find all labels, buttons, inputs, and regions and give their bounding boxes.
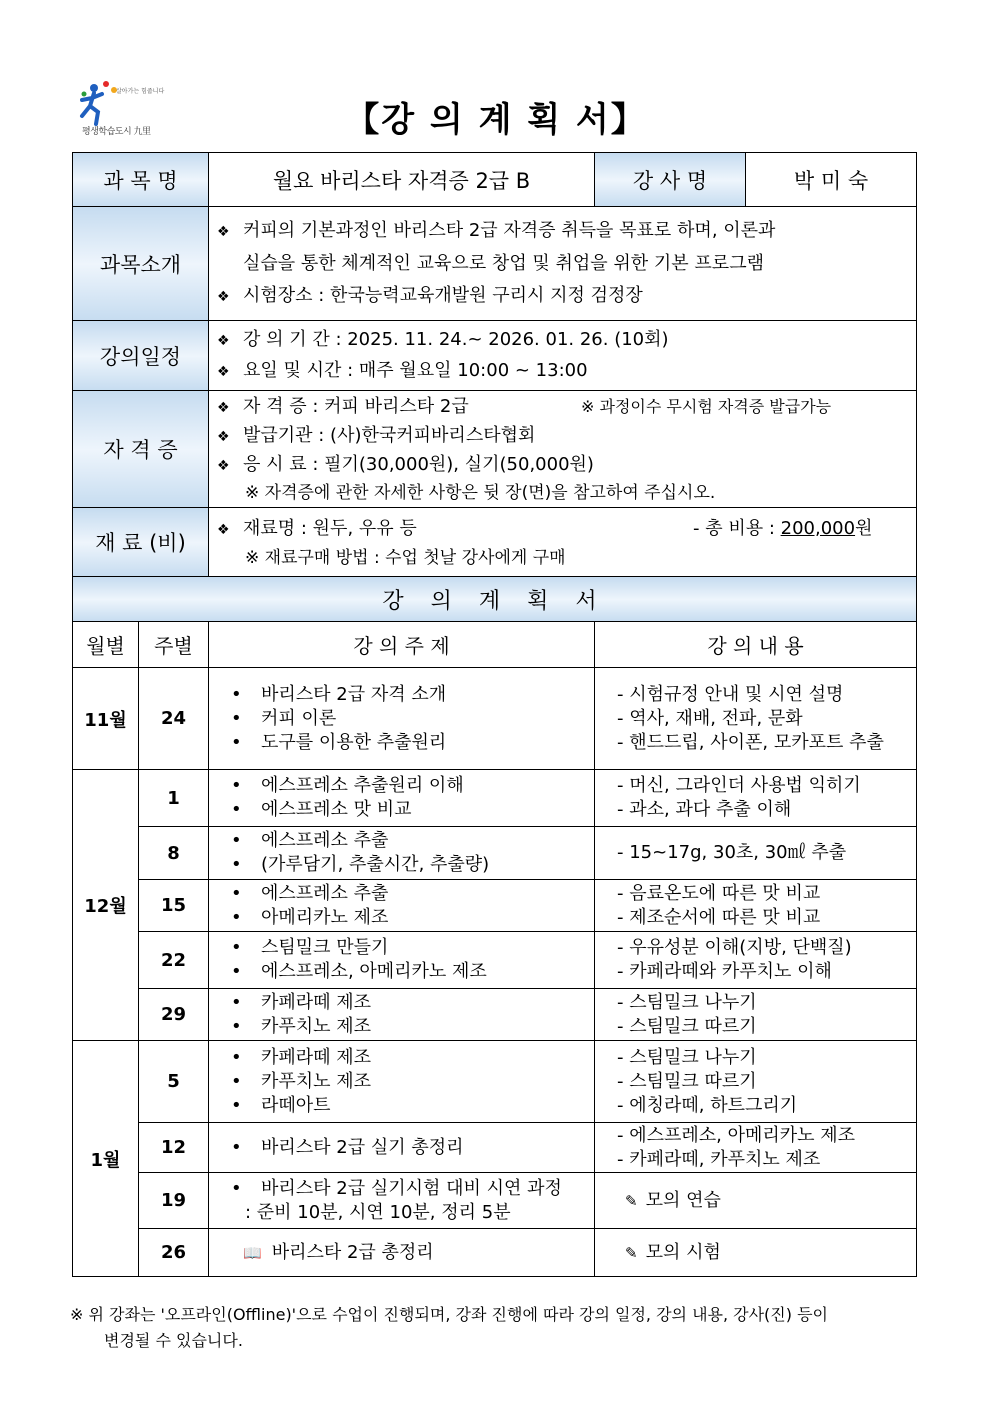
schedule-label: 강의일정 [73,321,209,391]
topic-item: • 에스프레소 맛 비교 [231,798,594,822]
topic-item: • 바리스타 2급 자격 소개 [231,683,594,707]
content-item: - 카페라떼와 카푸치노 이해 [617,961,832,982]
topic-cell [209,880,595,932]
content-cell [595,989,917,1041]
week-header: 주별 [139,622,209,668]
intro-row [73,207,917,321]
material-row [73,508,917,577]
footnote-line: ※ 위 강좌는 '오프라인(Offline)'으로 수업이 진행되며, 강좌 진행에 따라 강의 일정, 강의 내용, 강사(진) 등이 [70,1305,828,1324]
topic-item: : 준비 10분, 시연 10분, 정리 5분 [245,1201,511,1223]
material-content [209,508,917,577]
diamond-bullet-icon: ❖ [217,521,230,538]
topic-cell [209,770,595,827]
content-item: - 시험규정 안내 및 시연 설명 [617,683,844,705]
content-item: - 제조순서에 따른 맛 비교 [617,906,821,928]
schedule-line: 강 의 기 간 : 2025. 11. 24.~ 2026. 01. 26. (10회) [243,328,669,350]
month-cell: 12월 [73,770,139,1041]
topic-cell [209,827,595,880]
material-cost-suffix: 원 [855,517,873,539]
diamond-bullet-icon: ❖ [217,363,230,380]
schedule-line: 요일 및 시간 : 매주 월요일 10:00 ~ 13:00 [243,359,588,381]
footnote-line: 변경될 수 있습니다. [104,1331,243,1350]
content-cell [595,932,917,989]
topic-item: • (가루담기, 추출시간, 추출량) [231,853,594,877]
topic-cell [209,1041,595,1123]
book-icon: 📖 [243,1243,262,1262]
topic-item: • 에스프레소 추출원리 이해 [231,774,594,798]
cert-content [209,391,917,508]
intro-label: 과목소개 [73,207,209,321]
plan-title-row [73,577,917,622]
cert-line: 자 격 증 : 커피 바리스타 2급 [243,395,469,417]
intro-line: 시험장소 : 한국능력교육개발원 구리시 지정 검정장 [243,284,643,306]
material-line: 재료명 : 원두, 우유 등 [243,517,417,539]
topic-item: • 바리스타 2급 실기시험 대비 시연 과정 [231,1177,594,1201]
week-cell: 5 [139,1041,209,1123]
topic-item: • 카푸치노 제조 [231,1070,594,1094]
content-item: - 에칭라떼, 하트그리기 [617,1094,798,1116]
content-item: - 음료온도에 따른 맛 비교 [617,882,821,904]
content-item: - 머신, 그라인더 사용법 익히기 [617,775,861,796]
intro-line: 커피의 기본과정인 바리스타 2급 자격증 취득을 목표로 하며, 이론과 [243,219,776,241]
topic-item: • 커피 이론 [231,707,594,731]
content-cell [595,1123,917,1173]
pencil-icon: ✎ [625,1191,638,1210]
subject-value: 월요 바리스타 자격증 2급 B [209,153,595,207]
content-cell [595,827,917,880]
topic-cell [209,1173,595,1229]
topic-cell [209,668,595,770]
topic-item: • 카페라떼 제조 [231,1046,594,1070]
topic-item: 바리스타 2급 총정리 [271,1241,434,1263]
topic-item: • 에스프레소 추출 [231,882,594,906]
table-row [73,1123,917,1173]
table-row [73,932,917,989]
content-header: 강 의 내 용 [595,622,917,668]
month-header: 월별 [73,622,139,668]
week-cell: 15 [139,880,209,932]
content-item: - 카페라떼, 카푸치노 제조 [617,1148,821,1170]
content-cell [595,770,917,827]
table-row [73,668,917,770]
table-row [73,827,917,880]
table-row [73,1041,917,1123]
schedule-content [209,321,917,391]
material-cost-prefix: - 총 비용 : [693,517,781,539]
content-cell [595,1229,917,1277]
footnote [70,1302,916,1354]
cert-side-note: ※ 과정이수 무시험 자격증 발급가능 [581,396,832,416]
page-title: 【강 의 계 획 서】 [345,100,647,140]
content-item: - 우유성분 이해(지방, 단백질) [617,937,852,958]
diamond-bullet-icon: ❖ [217,399,230,416]
content-cell [595,880,917,932]
topic-item: • 에스프레소 추출 [231,829,594,853]
subject-row [73,153,917,207]
topic-cell [209,932,595,989]
logo-brand: 평생학습도시 九里 [82,127,151,137]
diamond-bullet-icon: ❖ [217,288,230,305]
topic-item: • 라떼아트 [231,1094,594,1118]
pencil-icon: ✎ [625,1243,638,1262]
cert-row [73,391,917,508]
topic-item: • 에스프레소, 아메리카노 제조 [231,960,594,984]
diamond-bullet-icon: ❖ [217,332,230,349]
topic-item: • 도구를 이용한 추출원리 [231,731,594,755]
week-cell: 24 [139,668,209,770]
content-item: - 스팀밀크 나누기 [617,991,757,1013]
content-item: - 핸드드립, 사이폰, 모카포트 추출 [617,731,884,753]
plan-header-row [73,622,917,668]
week-cell: 1 [139,770,209,827]
month-cell: 1월 [73,1041,139,1277]
diamond-bullet-icon: ❖ [217,428,230,445]
table-row [73,989,917,1041]
table-row [73,1229,917,1277]
intro-line: 실습을 통한 체계적인 교육으로 창업 및 취업을 위한 기본 프로그램 [243,252,764,274]
material-note: ※ 재료구매 방법 : 수업 첫날 강사에게 구매 [245,547,566,568]
content-cell [595,1041,917,1123]
topic-cell [209,989,595,1041]
table-row [73,1173,917,1229]
instructor-label: 강 사 명 [595,153,746,207]
content-item: - 에스프레소, 아메리카노 제조 [617,1124,856,1146]
table-row [73,770,917,827]
content-item: - 역사, 재배, 전파, 문화 [617,707,803,729]
topic-header: 강 의 주 제 [209,622,595,668]
instructor-value: 박 미 숙 [746,153,917,207]
plan-table [72,152,917,1277]
material-cost-value: 200,000 [780,517,856,539]
content-item: - 스팀밀크 따르기 [617,1070,757,1092]
logo-tagline: 살아가는 힘줍니다 [116,88,165,95]
content-item: - 스팀밀크 따르기 [617,1015,757,1037]
intro-content [209,207,917,321]
subject-label: 과 목 명 [73,153,209,207]
week-cell: 8 [139,827,209,880]
content-item: - 과소, 과다 추출 이해 [617,799,792,820]
table-row [73,880,917,932]
week-cell: 19 [139,1173,209,1229]
week-cell: 29 [139,989,209,1041]
cert-line: 응 시 료 : 필기(30,000원), 실기(50,000원) [243,453,594,475]
material-label: 재 료 (비) [73,508,209,577]
diamond-bullet-icon: ❖ [217,457,230,474]
cert-note: ※ 자격증에 관한 자세한 사항은 뒷 장(면)을 참고하여 주십시오. [245,482,716,503]
topic-cell [209,1229,595,1277]
topic-item: • 스팀밀크 만들기 [231,936,594,960]
content-item: 모의 연습 [645,1189,721,1211]
content-cell [595,668,917,770]
content-item: - 15~17g, 30초, 30㎖ 추출 [617,842,847,863]
week-cell: 12 [139,1123,209,1173]
topic-item: • 바리스타 2급 실기 총정리 [231,1136,594,1160]
content-cell [595,1173,917,1229]
cert-label: 자 격 증 [73,391,209,508]
topic-item: • 아메리카노 제조 [231,906,594,930]
cert-line: 발급기관 : (사)한국커피바리스타협회 [243,424,536,446]
week-cell: 22 [139,932,209,989]
topic-item: • 카페라떼 제조 [231,991,594,1015]
content-item: 모의 시험 [645,1241,721,1263]
schedule-row [73,321,917,391]
plan-title: 강 의 계 획 서 [73,577,917,622]
topic-cell [209,1123,595,1173]
topic-item: • 카푸치노 제조 [231,1015,594,1039]
diamond-bullet-icon: ❖ [217,223,230,240]
week-cell: 26 [139,1229,209,1277]
content-item: - 스팀밀크 나누기 [617,1046,757,1068]
month-cell: 11월 [73,668,139,770]
